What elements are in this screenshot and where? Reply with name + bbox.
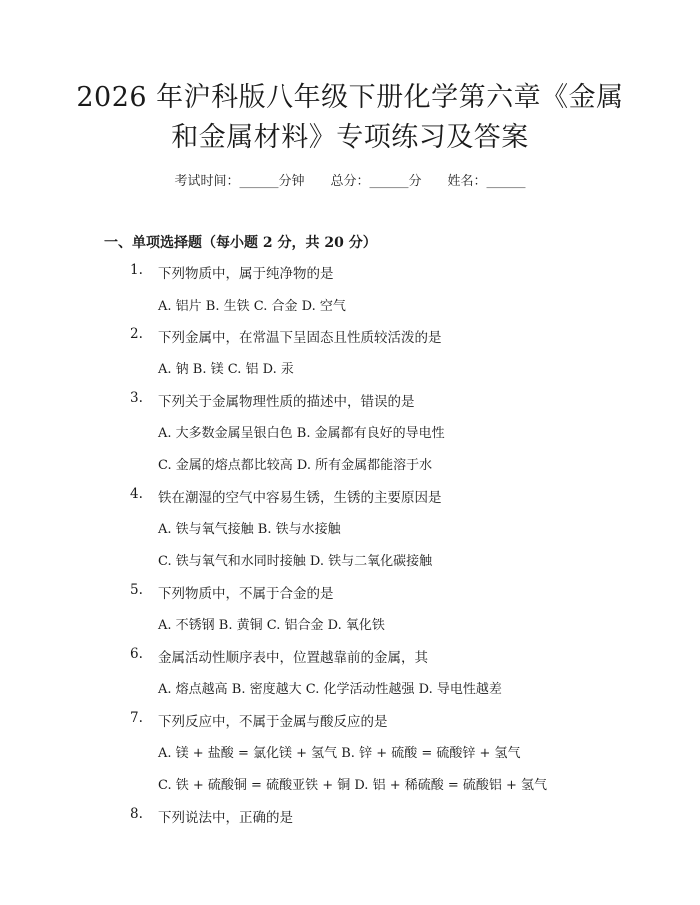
question-options: A. 大多数金属呈银白色 B. 金属都有良好的导电性: [158, 426, 445, 441]
question-text: 铁在潮湿的空气中容易生锈，生锈的主要原因是: [158, 490, 442, 506]
question-options: A. 钠 B. 镁 C. 铝 D. 汞: [158, 362, 294, 377]
exam-time: 考试时间：______分钟: [174, 174, 305, 189]
question-text: 下列物质中，属于纯净物的是: [158, 266, 334, 282]
question-text: 下列说法中，正确的是: [158, 810, 293, 826]
question-options: A. 不锈钢 B. 黄铜 C. 铝合金 D. 氧化铁: [158, 618, 385, 633]
title-line-1: 2026 年沪科版八年级下册化学第六章《金属: [76, 82, 624, 113]
total-score: 总分：______分: [330, 174, 422, 189]
question-number: 5.: [130, 582, 143, 598]
page-title: [60, 78, 640, 158]
question-options: C. 铁 + 硫酸铜 = 硫酸亚铁 + 铜 D. 铝 + 稀硫酸 = 硫酸铝 + 氢气: [158, 778, 548, 793]
question-number: 4.: [130, 486, 143, 502]
exam-meta: [0, 170, 700, 189]
question-text: 金属活动性顺序表中，位置越靠前的金属，其: [158, 650, 428, 666]
question-options: A. 熔点越高 B. 密度越大 C. 化学活动性越强 D. 导电性越差: [158, 682, 502, 697]
question-options: A. 铝片 B. 生铁 C. 合金 D. 空气: [158, 299, 346, 314]
title-line-2: 和金属材料》专项练习及答案: [171, 122, 529, 153]
question-text: 下列关于金属物理性质的描述中，错误的是: [158, 394, 415, 410]
question-number: 2.: [130, 326, 143, 342]
question-number: 7.: [130, 710, 143, 726]
section-title: 一、单项选择题（每小题 2 分，共 20 分）: [104, 235, 377, 251]
question-options: A. 铁与氧气接触 B. 铁与水接触: [158, 522, 341, 537]
question-options: C. 金属的熔点都比较高 D. 所有金属都能溶于水: [158, 458, 433, 473]
question-text: 下列反应中，不属于金属与酸反应的是: [158, 714, 388, 730]
question-text: 下列物质中，不属于合金的是: [158, 586, 334, 602]
question-options: A. 镁 + 盐酸 = 氯化镁 + 氢气 B. 锌 + 硫酸 = 硫酸锌 + 氢气: [158, 746, 521, 761]
question-number: 8.: [130, 806, 143, 822]
question-number: 3.: [130, 390, 143, 406]
student-name: 姓名：______: [447, 174, 526, 189]
question-options: C. 铁与氧气和水同时接触 D. 铁与二氧化碳接触: [158, 554, 433, 569]
question-number: 6.: [130, 646, 143, 662]
question-number: 1.: [130, 262, 143, 278]
question-text: 下列金属中，在常温下呈固态且性质较活泼的是: [158, 330, 442, 346]
